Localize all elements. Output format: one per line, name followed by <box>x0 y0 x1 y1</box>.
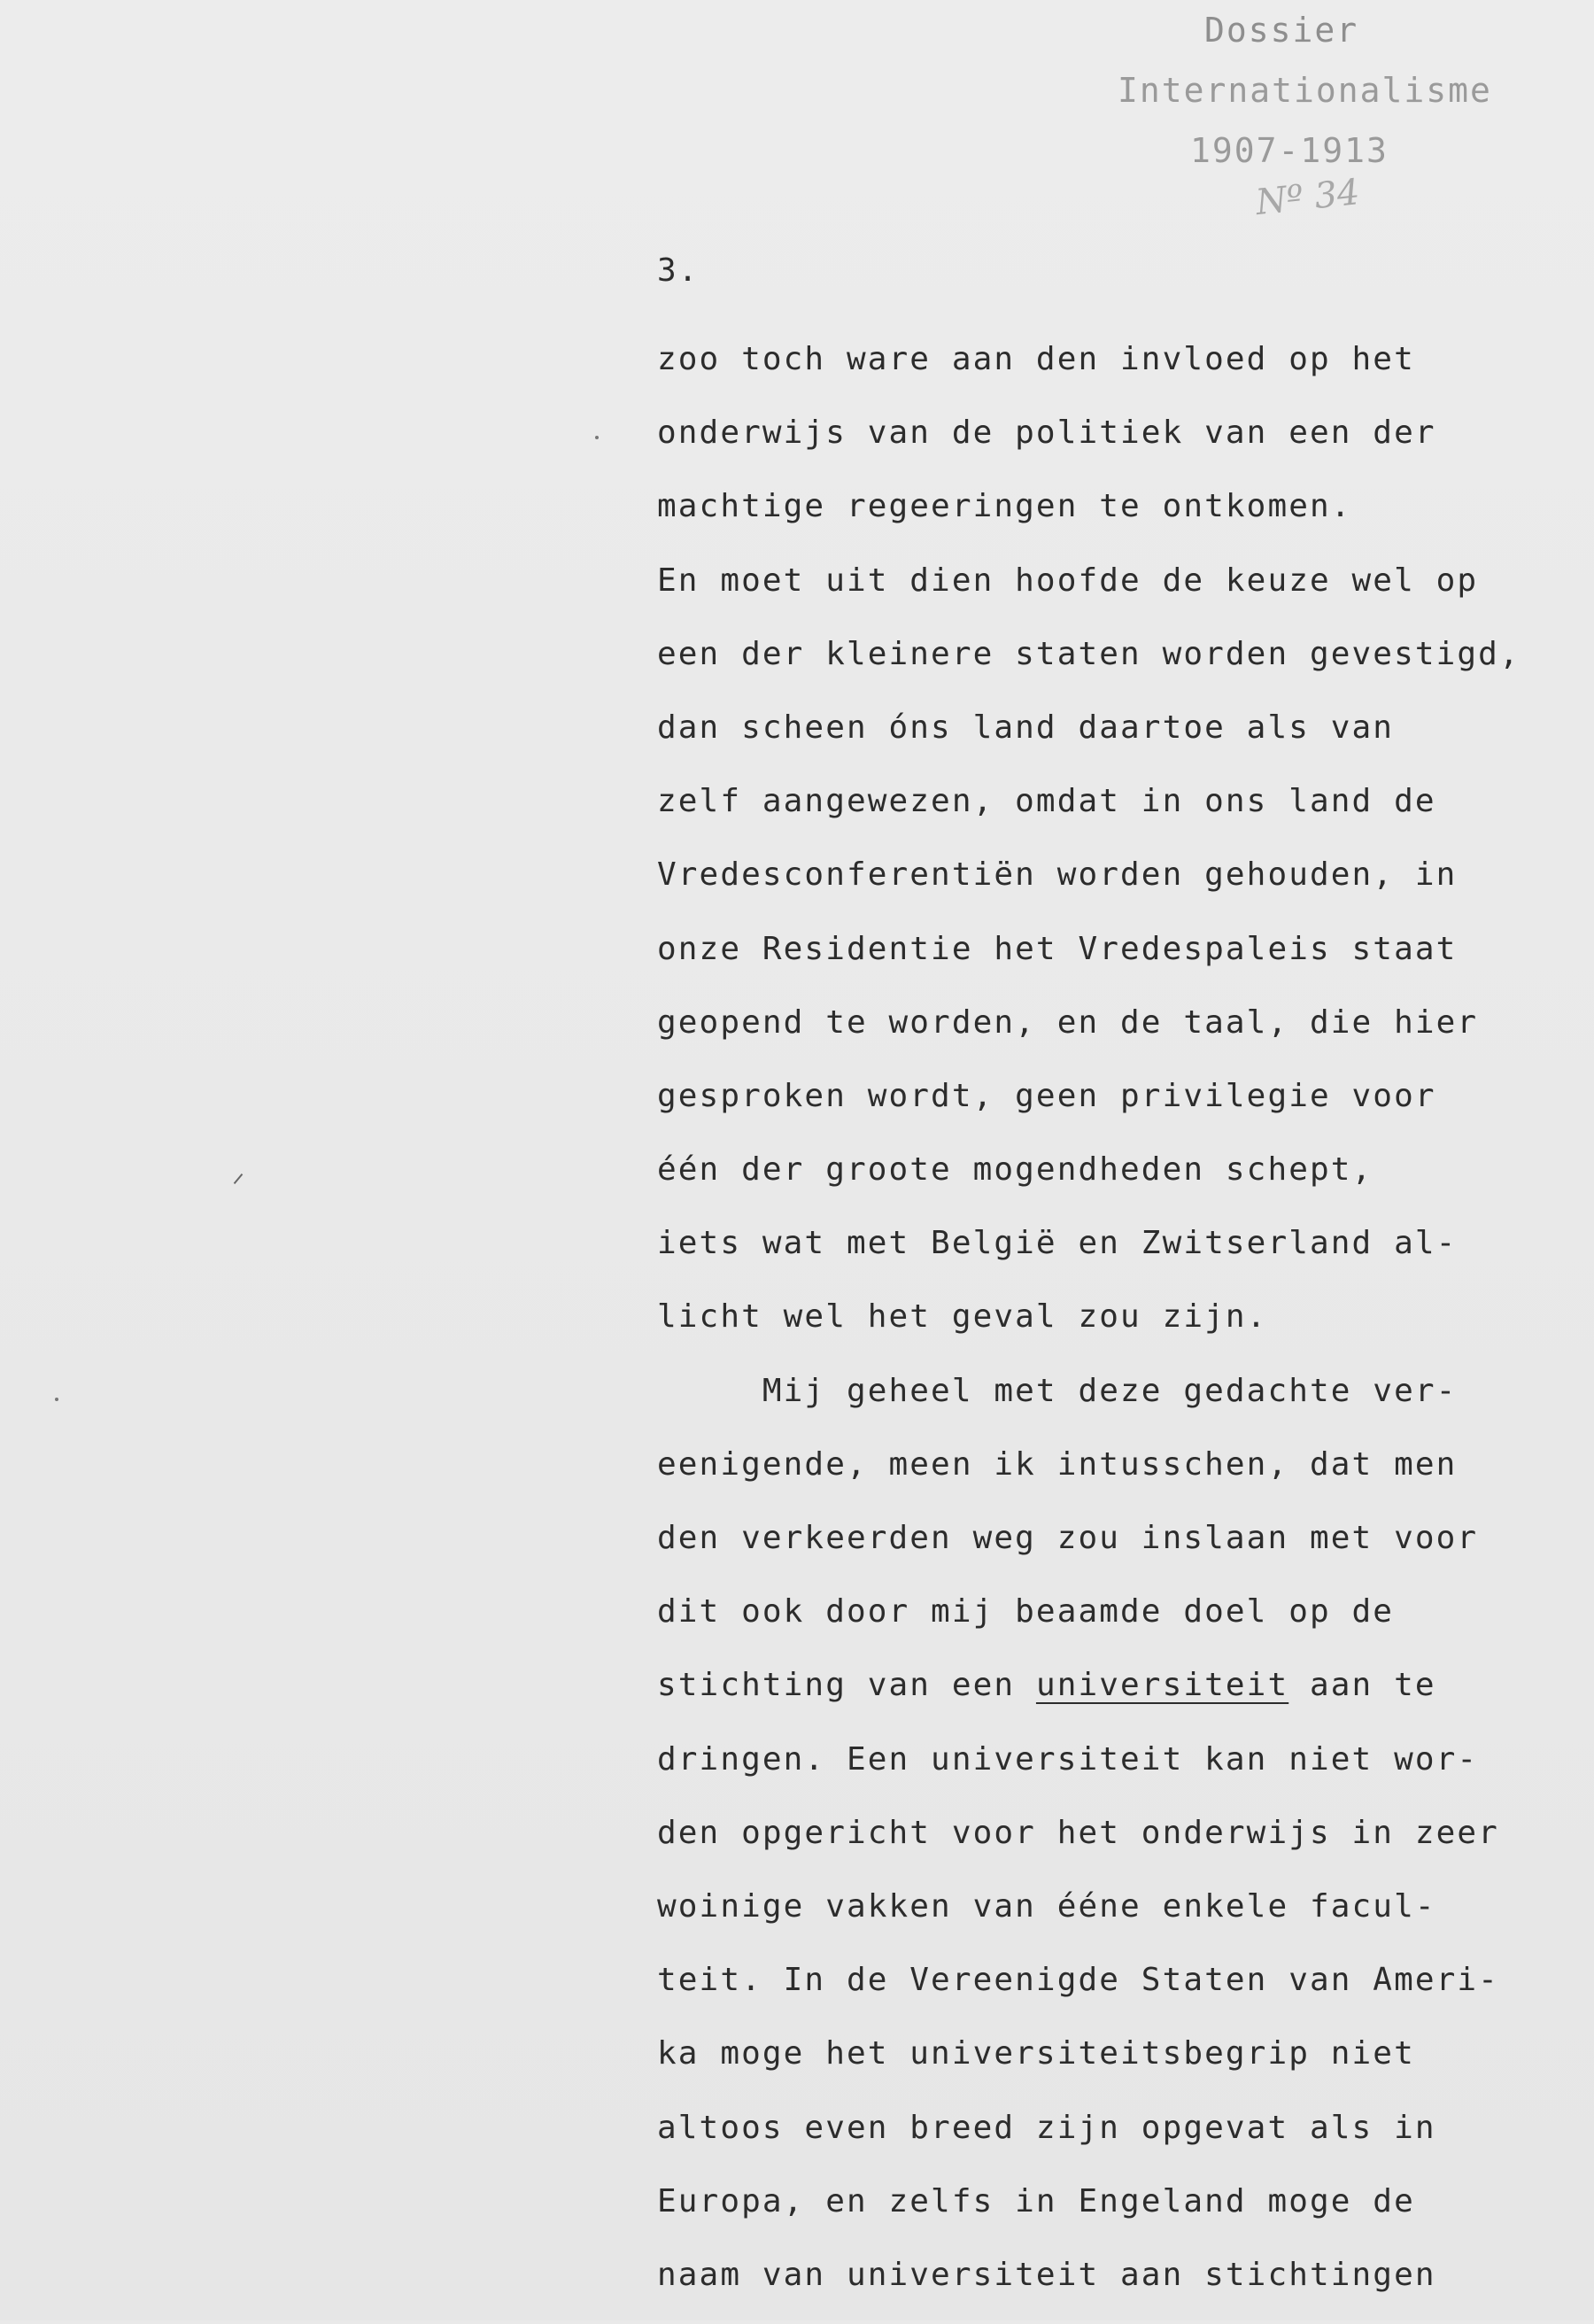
text-line: teit. In de Vereenigde Staten van Ameri- <box>657 1962 1499 1999</box>
text-line: En moet uit dien hoofde de keuze wel op <box>657 562 1479 599</box>
text-line: Europa, en zelfs in Engeland moge de <box>657 2182 1415 2219</box>
text-line: dan scheen óns land daartoe als van <box>657 709 1395 746</box>
text-line: altoos even breed zijn opgevat als in <box>657 2109 1436 2146</box>
text-line: ka moge het universiteitsbegrip niet <box>657 2035 1415 2072</box>
paper-speck <box>55 1398 58 1401</box>
text-line: den verkeerden weg zou inslaan met voor <box>657 1520 1479 1556</box>
text-line: den opgericht voor het onderwijs in zeer <box>657 1814 1499 1851</box>
text-line: machtige regeeringen te ontkomen. <box>657 488 1352 525</box>
pencil-mark <box>234 1174 244 1184</box>
archive-stamp-line2: Internationalisme <box>1118 71 1492 110</box>
text-line: licht wel het geval zou zijn. <box>657 1298 1268 1336</box>
text-line: één der groote mogendheden schept, <box>657 1151 1373 1189</box>
text-line: zelf aangewezen, omdat in ons land de <box>657 783 1436 820</box>
paper-speck <box>595 436 599 439</box>
text-line: Mij geheel met deze gedachte ver- <box>657 1372 1458 1409</box>
text-line: woinige vakken van ééne enkele facul- <box>657 1887 1436 1925</box>
text-line: geopend te worden, en de taal, die hier <box>657 1003 1479 1041</box>
text-line: eenigende, meen ik intusschen, dat men <box>657 1445 1458 1483</box>
text-line: onze Residentie het Vredespaleis staat <box>657 930 1458 967</box>
text-line-start: stichting van een <box>657 1667 1036 1704</box>
handwritten-number: Nº 34 <box>1253 171 1362 224</box>
text-line: dringen. Een universiteit kan niet wor- <box>657 1740 1479 1778</box>
text-line: naam van universiteit aan stichtingen <box>657 2256 1436 2293</box>
text-line: onderwijs van de politiek van een der <box>657 414 1436 452</box>
text-line: dit ook door mij beaamde doel op de <box>657 1593 1395 1631</box>
typed-text-block <box>657 246 1551 2324</box>
page-number: 3. <box>657 252 700 289</box>
text-line: een der kleinere staten worden gevestigd, <box>657 635 1520 672</box>
archive-stamp-line1: Dossier <box>1204 11 1359 50</box>
text-line-end: aan te <box>1288 1667 1436 1704</box>
text-line: gesproken wordt, geen privilegie voor <box>657 1077 1436 1114</box>
text-line: zoo toch ware aan den invloed op het <box>657 341 1415 377</box>
archive-stamp-line3: 1907-1913 <box>1190 131 1389 170</box>
text-line: iets wat met België en Zwitserland al- <box>657 1225 1458 1262</box>
text-line-with-underline <box>657 1661 1551 1734</box>
underlined-word: universiteit <box>1035 1667 1289 1704</box>
text-line: Vredesconferentiën worden gehouden, in <box>657 856 1458 894</box>
